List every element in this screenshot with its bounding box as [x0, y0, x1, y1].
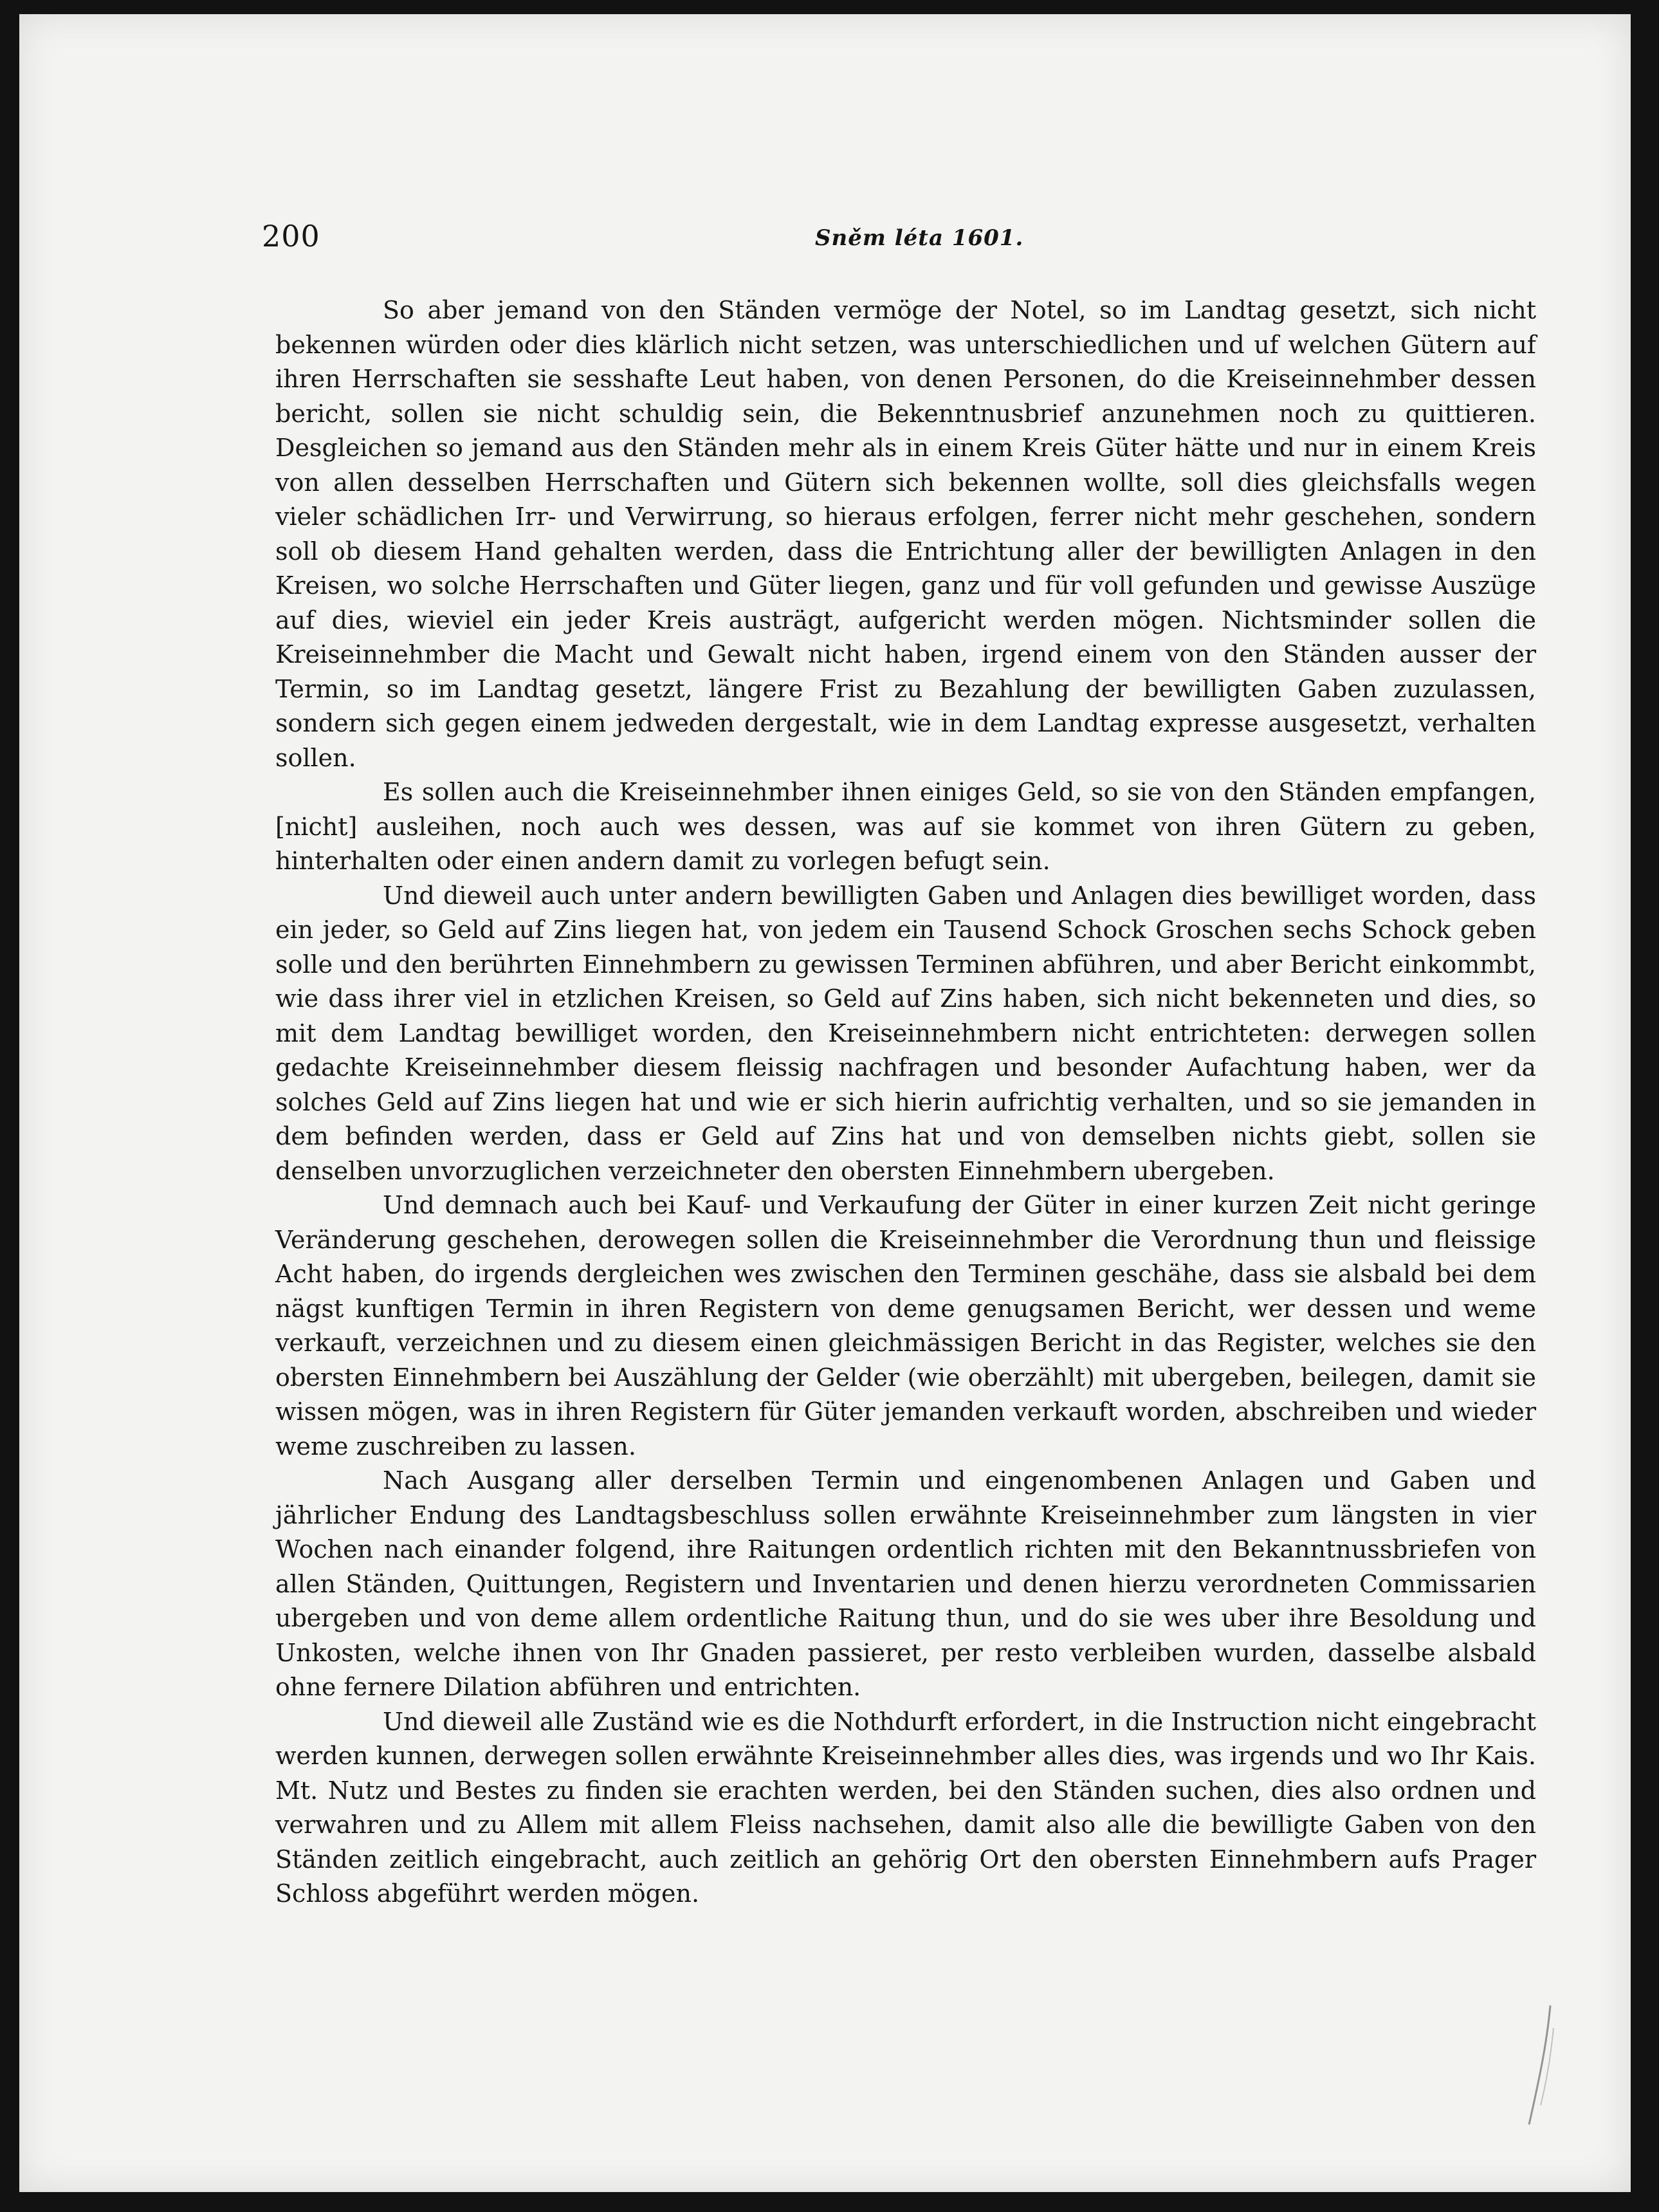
paragraph: So aber jemand von den Ständen vermöge der Notel, so im Landtag gesetzt, sich nicht bekennen würden oder dies klärlich nicht setzen, was unterschiedlichen und uf welchen Gütern auf ihren Herrschaften sie sesshafte Leut haben, von denen Personen, do die Kreiseinnehmber dessen bericht, sollen sie nicht schuldig sein, die Bekenntnusbrief anzunehmen noch zu quittieren. Desgleichen so jemand aus den Ständen mehr als in einem Kreis Güter hätte und nur in einem Kreis von allen desselben Herrschaften und Gütern sich bekennen wollte, soll dies gleichsfalls wegen vieler schädlichen Irr- und Verwirrung, so hieraus erfolgen, ferrer nicht mehr geschehen, sondern soll ob diesem Hand gehalten werden, dass die Entrichtung aller der bewilligten Anlagen in den Kreisen, wo solche Herrschaften und Güter liegen, ganz und für voll gefunden und gewisse Auszüge auf dies, wieviel ein jeder Kreis austrägt, aufgericht werden mögen. Nichtsminder sollen die Kreiseinnehmber die Macht und Gewalt nicht haben, irgend einem von den Ständen ausser der Termin, so im Landtag gesetzt, längere Frist zu Bezahlung der bewilligten Gaben zuzulassen, sondern sich gegen einem jedweden dergestalt, wie in dem Landtag expresse ausgesetzt, verhalten sollen.: [275, 296, 1536, 772]
paragraph: Und dieweil alle Zuständ wie es die Nothdurft erfordert, in die Instruction nicht eingebracht werden kunnen, derwegen sollen erwähnte Kreiseinnehmber alles dies, was irgends und wo Ihr Kais. Mt. Nutz und Bestes zu finden sie erachten werden, bei den Ständen suchen, dies also ordnen und verwahren und zu Allem mit allem Fleiss nachsehen, damit also alle die bewilligte Gaben von den Ständen zeitlich eingebracht, auch zeitlich an gehörig Ort den obersten Einnehmbern aufs Prager Schloss abgeführt werden mögen.: [275, 1707, 1536, 1908]
page-header: [262, 219, 1439, 257]
paragraph: Und demnach auch bei Kauf- und Verkaufung der Güter in einer kurzen Zeit nicht geringe Veränderung geschehen, derowegen sollen die Kreiseinnehmber die Verordnung thun und fleissige Acht haben, do irgends dergleichen wes zwischen den Terminen geschähe, dass sie alsbald bei dem nägst kunftigen Termin in ihren Registern von deme genugsamen Bericht, wer dessen und weme verkauft, verzeichnen und zu diesem einen gleichmässigen Bericht in das Register, welches sie den obersten Einnehmbern bei Auszählung der Gelder (wie oberzählt) mit ubergeben, beilegen, damit sie wissen mögen, was in ihren Registern für Güter jemanden verkauft worden, abschreiben und wieder weme zuschreiben zu lassen.: [275, 1191, 1536, 1461]
paragraph: Nach Ausgang aller derselben Termin und eingenombenen Anlagen und Gaben und jährlicher Endung des Landtagsbeschluss sollen erwähnte Kreiseinnehmber zum längsten in vier Wochen nach einander folgend, ihre Raitungen ordentlich richten mit den Bekanntnussbriefen von allen Ständen, Quittungen, Registern und Inventarien und denen hierzu verordneten Commissarien ubergeben und von deme allem ordentliche Raitung thun, und do sie wes uber ihre Besoldung und Unkosten, welche ihnen von Ihr Gnaden passieret, per resto verbleiben wurden, dasselbe alsbald ohne fernere Dilation abführen und entrichten.: [275, 1466, 1536, 1701]
running-title: Sněm léta 1601.: [815, 225, 1024, 251]
page-number: 200: [262, 219, 320, 253]
paragraph: Es sollen auch die Kreiseinnehmber ihnen einiges Geld, so sie von den Ständen empfangen, [nicht] ausleihen, noch auch wes dessen, was auf sie kommet von ihren Gütern zu geben, hinterhalten oder einen andern damit zu vorlegen befugt sein.: [275, 778, 1536, 875]
book-page: [19, 14, 1631, 2192]
body-text: [275, 293, 1536, 1912]
stray-pencil-mark: [1521, 2002, 1560, 2131]
paragraph: Und dieweil auch unter andern bewilligten Gaben und Anlagen dies bewilliget worden, dass ein jeder, so Geld auf Zins liegen hat, von jedem ein Tausend Schock Groschen sechs Schock geben solle und den berührten Einnehmbern zu gewissen Terminen abführen, und aber Bericht einkommbt, wie dass ihrer viel in etzlichen Kreisen, so Geld auf Zins haben, sich nicht bekenneten und dies, so mit dem Landtag bewilliget worden, den Kreiseinnehmbern nicht entrichteten: derwegen sollen gedachte Kreiseinnehmber diesem fleissig nachfragen und besonder Aufachtung haben, wer da solches Geld auf Zins liegen hat und wie er sich hierin aufrichtig verhalten, und so sie jemanden in dem befinden werden, dass er Geld auf Zins hat und von demselben nichts giebt, sollen sie denselben unvorzuglichen verzeichneter den obersten Einnehmbern ubergeben.: [275, 881, 1536, 1185]
